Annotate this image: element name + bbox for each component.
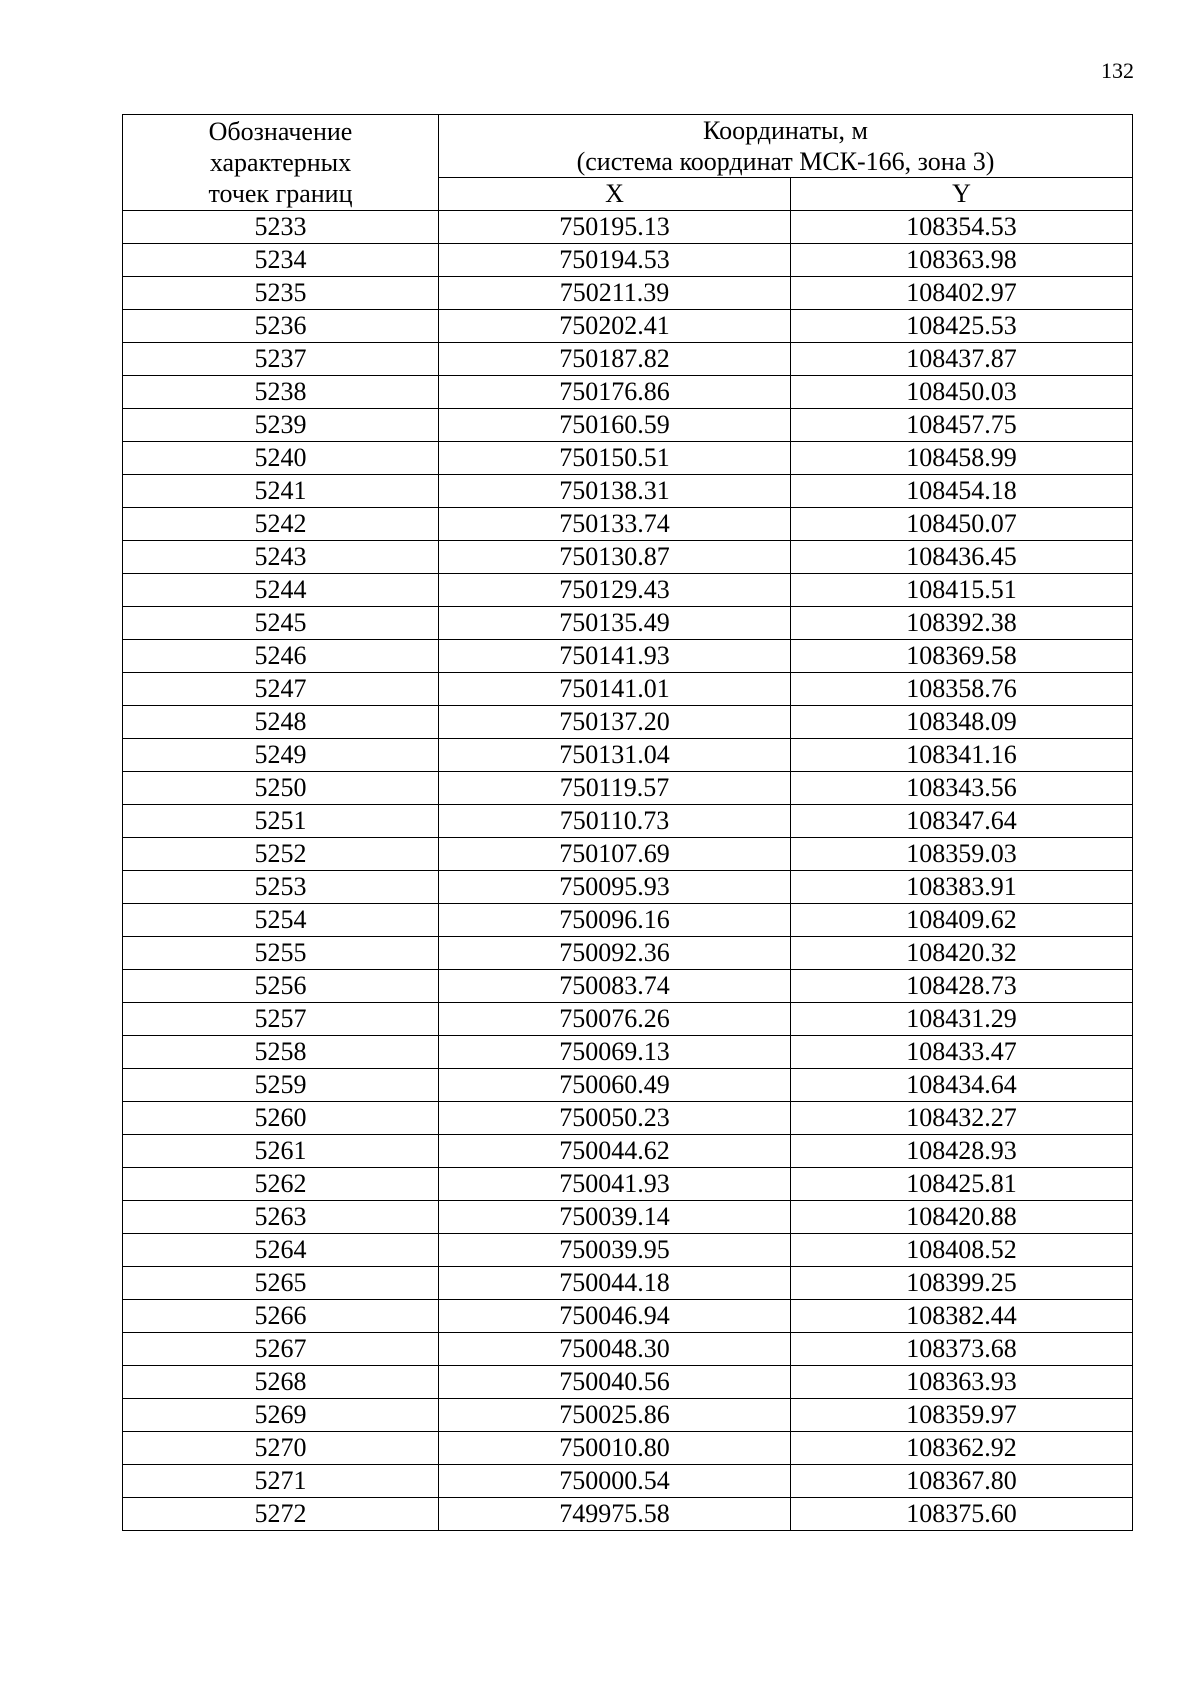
y-coordinate-cell: 108425.53 bbox=[791, 310, 1133, 343]
table-row bbox=[123, 409, 1133, 442]
y-coordinate-cell: 108437.87 bbox=[791, 343, 1133, 376]
table-row bbox=[123, 673, 1133, 706]
point-cell: 5258 bbox=[123, 1036, 439, 1069]
x-column-header: X bbox=[439, 178, 791, 211]
table-row bbox=[123, 1300, 1133, 1333]
x-coordinate-cell: 750160.59 bbox=[439, 409, 791, 442]
y-coordinate-cell: 108420.88 bbox=[791, 1201, 1133, 1234]
point-cell: 5243 bbox=[123, 541, 439, 574]
y-coordinate-cell: 108433.47 bbox=[791, 1036, 1133, 1069]
point-cell: 5248 bbox=[123, 706, 439, 739]
table-row bbox=[123, 1069, 1133, 1102]
point-cell: 5266 bbox=[123, 1300, 439, 1333]
y-coordinate-cell: 108454.18 bbox=[791, 475, 1133, 508]
table-row bbox=[123, 1333, 1133, 1366]
point-cell: 5254 bbox=[123, 904, 439, 937]
x-coordinate-cell: 750044.18 bbox=[439, 1267, 791, 1300]
y-coordinate-cell: 108367.80 bbox=[791, 1465, 1133, 1498]
table-row bbox=[123, 937, 1133, 970]
table-body bbox=[123, 211, 1133, 1531]
y-coordinate-cell: 108402.97 bbox=[791, 277, 1133, 310]
table-header-row bbox=[123, 115, 1133, 178]
y-coordinate-cell: 108341.16 bbox=[791, 739, 1133, 772]
x-coordinate-cell: 750041.93 bbox=[439, 1168, 791, 1201]
y-coordinate-cell: 108431.29 bbox=[791, 1003, 1133, 1036]
x-coordinate-cell: 750202.41 bbox=[439, 310, 791, 343]
y-coordinate-cell: 108458.99 bbox=[791, 442, 1133, 475]
table-row bbox=[123, 1498, 1133, 1531]
point-cell: 5235 bbox=[123, 277, 439, 310]
y-coordinate-cell: 108450.03 bbox=[791, 376, 1133, 409]
point-cell: 5234 bbox=[123, 244, 439, 277]
x-coordinate-cell: 750131.04 bbox=[439, 739, 791, 772]
y-coordinate-cell: 108383.91 bbox=[791, 871, 1133, 904]
x-coordinate-cell: 750083.74 bbox=[439, 970, 791, 1003]
x-coordinate-cell: 750176.86 bbox=[439, 376, 791, 409]
y-coordinate-cell: 108382.44 bbox=[791, 1300, 1133, 1333]
point-cell: 5271 bbox=[123, 1465, 439, 1498]
designation-header-line: точек границ bbox=[208, 179, 353, 208]
coordinates-header-line: Координаты, м bbox=[703, 116, 868, 145]
table-row bbox=[123, 1003, 1133, 1036]
point-cell: 5272 bbox=[123, 1498, 439, 1531]
point-cell: 5267 bbox=[123, 1333, 439, 1366]
point-cell: 5236 bbox=[123, 310, 439, 343]
point-cell: 5237 bbox=[123, 343, 439, 376]
x-coordinate-cell: 750040.56 bbox=[439, 1366, 791, 1399]
x-coordinate-cell: 750138.31 bbox=[439, 475, 791, 508]
table-row bbox=[123, 1036, 1133, 1069]
table-row bbox=[123, 1102, 1133, 1135]
y-coordinate-cell: 108347.64 bbox=[791, 805, 1133, 838]
y-column-header: Y bbox=[791, 178, 1133, 211]
y-coordinate-cell: 108428.93 bbox=[791, 1135, 1133, 1168]
x-coordinate-cell: 750130.87 bbox=[439, 541, 791, 574]
x-coordinate-cell: 750194.53 bbox=[439, 244, 791, 277]
table-row bbox=[123, 1432, 1133, 1465]
table-row bbox=[123, 640, 1133, 673]
x-coordinate-cell: 749975.58 bbox=[439, 1498, 791, 1531]
table-row bbox=[123, 1168, 1133, 1201]
table-row bbox=[123, 244, 1133, 277]
x-coordinate-cell: 750048.30 bbox=[439, 1333, 791, 1366]
x-coordinate-cell: 750046.94 bbox=[439, 1300, 791, 1333]
table-row bbox=[123, 1465, 1133, 1498]
table-row bbox=[123, 310, 1133, 343]
y-coordinate-cell: 108363.93 bbox=[791, 1366, 1133, 1399]
x-coordinate-cell: 750129.43 bbox=[439, 574, 791, 607]
x-coordinate-cell: 750010.80 bbox=[439, 1432, 791, 1465]
coordinates-table bbox=[122, 114, 1133, 1531]
table-row bbox=[123, 1366, 1133, 1399]
x-coordinate-cell: 750039.95 bbox=[439, 1234, 791, 1267]
table-row bbox=[123, 739, 1133, 772]
y-coordinate-cell: 108457.75 bbox=[791, 409, 1133, 442]
x-coordinate-cell: 750187.82 bbox=[439, 343, 791, 376]
page-number: 132 bbox=[1101, 58, 1134, 83]
table-row bbox=[123, 706, 1133, 739]
point-cell: 5245 bbox=[123, 607, 439, 640]
y-coordinate-cell: 108420.32 bbox=[791, 937, 1133, 970]
point-cell: 5265 bbox=[123, 1267, 439, 1300]
y-coordinate-cell: 108362.92 bbox=[791, 1432, 1133, 1465]
x-coordinate-cell: 750133.74 bbox=[439, 508, 791, 541]
table-row bbox=[123, 376, 1133, 409]
point-cell: 5253 bbox=[123, 871, 439, 904]
designation-header-line: Обозначение bbox=[208, 117, 353, 146]
x-coordinate-cell: 750092.36 bbox=[439, 937, 791, 970]
point-cell: 5259 bbox=[123, 1069, 439, 1102]
table-row bbox=[123, 607, 1133, 640]
y-coordinate-cell: 108375.60 bbox=[791, 1498, 1133, 1531]
designation-header-line: характерных bbox=[209, 148, 352, 177]
y-coordinate-cell: 108359.97 bbox=[791, 1399, 1133, 1432]
x-coordinate-cell: 750025.86 bbox=[439, 1399, 791, 1432]
point-cell: 5263 bbox=[123, 1201, 439, 1234]
x-coordinate-cell: 750050.23 bbox=[439, 1102, 791, 1135]
point-cell: 5264 bbox=[123, 1234, 439, 1267]
x-coordinate-cell: 750076.26 bbox=[439, 1003, 791, 1036]
point-cell: 5261 bbox=[123, 1135, 439, 1168]
point-cell: 5256 bbox=[123, 970, 439, 1003]
table-row bbox=[123, 970, 1133, 1003]
table-row bbox=[123, 1201, 1133, 1234]
y-coordinate-cell: 108348.09 bbox=[791, 706, 1133, 739]
table-row bbox=[123, 277, 1133, 310]
x-coordinate-cell: 750150.51 bbox=[439, 442, 791, 475]
table-row bbox=[123, 574, 1133, 607]
y-coordinate-cell: 108363.98 bbox=[791, 244, 1133, 277]
table-row bbox=[123, 1267, 1133, 1300]
table-row bbox=[123, 343, 1133, 376]
point-cell: 5260 bbox=[123, 1102, 439, 1135]
x-coordinate-cell: 750096.16 bbox=[439, 904, 791, 937]
point-cell: 5250 bbox=[123, 772, 439, 805]
point-cell: 5238 bbox=[123, 376, 439, 409]
table-row bbox=[123, 1234, 1133, 1267]
point-cell: 5252 bbox=[123, 838, 439, 871]
y-coordinate-cell: 108392.38 bbox=[791, 607, 1133, 640]
point-cell: 5239 bbox=[123, 409, 439, 442]
x-coordinate-cell: 750110.73 bbox=[439, 805, 791, 838]
table-row bbox=[123, 1135, 1133, 1168]
table-row bbox=[123, 442, 1133, 475]
y-coordinate-cell: 108409.62 bbox=[791, 904, 1133, 937]
point-cell: 5251 bbox=[123, 805, 439, 838]
point-cell: 5249 bbox=[123, 739, 439, 772]
point-cell: 5233 bbox=[123, 211, 439, 244]
x-coordinate-cell: 750060.49 bbox=[439, 1069, 791, 1102]
coordinates-header bbox=[439, 115, 1133, 178]
point-cell: 5246 bbox=[123, 640, 439, 673]
x-coordinate-cell: 750141.01 bbox=[439, 673, 791, 706]
designation-header bbox=[123, 115, 439, 211]
point-cell: 5270 bbox=[123, 1432, 439, 1465]
x-coordinate-cell: 750135.49 bbox=[439, 607, 791, 640]
x-coordinate-cell: 750069.13 bbox=[439, 1036, 791, 1069]
y-coordinate-cell: 108432.27 bbox=[791, 1102, 1133, 1135]
table-row bbox=[123, 541, 1133, 574]
y-coordinate-cell: 108373.68 bbox=[791, 1333, 1133, 1366]
point-cell: 5257 bbox=[123, 1003, 439, 1036]
point-cell: 5240 bbox=[123, 442, 439, 475]
point-cell: 5268 bbox=[123, 1366, 439, 1399]
y-coordinate-cell: 108428.73 bbox=[791, 970, 1133, 1003]
x-coordinate-cell: 750195.13 bbox=[439, 211, 791, 244]
table-row bbox=[123, 1399, 1133, 1432]
x-coordinate-cell: 750000.54 bbox=[439, 1465, 791, 1498]
point-cell: 5269 bbox=[123, 1399, 439, 1432]
x-coordinate-cell: 750107.69 bbox=[439, 838, 791, 871]
x-coordinate-cell: 750119.57 bbox=[439, 772, 791, 805]
x-coordinate-cell: 750095.93 bbox=[439, 871, 791, 904]
y-coordinate-cell: 108354.53 bbox=[791, 211, 1133, 244]
y-coordinate-cell: 108408.52 bbox=[791, 1234, 1133, 1267]
table-row bbox=[123, 838, 1133, 871]
y-coordinate-cell: 108343.56 bbox=[791, 772, 1133, 805]
x-coordinate-cell: 750039.14 bbox=[439, 1201, 791, 1234]
x-coordinate-cell: 750141.93 bbox=[439, 640, 791, 673]
x-coordinate-cell: 750211.39 bbox=[439, 277, 791, 310]
y-coordinate-cell: 108399.25 bbox=[791, 1267, 1133, 1300]
x-coordinate-cell: 750137.20 bbox=[439, 706, 791, 739]
table-row bbox=[123, 475, 1133, 508]
table-row bbox=[123, 871, 1133, 904]
point-cell: 5262 bbox=[123, 1168, 439, 1201]
table-row bbox=[123, 805, 1133, 838]
point-cell: 5244 bbox=[123, 574, 439, 607]
table-row bbox=[123, 904, 1133, 937]
point-cell: 5247 bbox=[123, 673, 439, 706]
y-coordinate-cell: 108369.58 bbox=[791, 640, 1133, 673]
y-coordinate-cell: 108425.81 bbox=[791, 1168, 1133, 1201]
y-coordinate-cell: 108359.03 bbox=[791, 838, 1133, 871]
point-cell: 5241 bbox=[123, 475, 439, 508]
y-coordinate-cell: 108358.76 bbox=[791, 673, 1133, 706]
table-row bbox=[123, 508, 1133, 541]
table-row bbox=[123, 211, 1133, 244]
table-row bbox=[123, 772, 1133, 805]
y-coordinate-cell: 108434.64 bbox=[791, 1069, 1133, 1102]
point-cell: 5242 bbox=[123, 508, 439, 541]
coordinates-header-line: (система координат МСК-166, зона 3) bbox=[576, 147, 995, 176]
x-coordinate-cell: 750044.62 bbox=[439, 1135, 791, 1168]
y-coordinate-cell: 108450.07 bbox=[791, 508, 1133, 541]
point-cell: 5255 bbox=[123, 937, 439, 970]
y-coordinate-cell: 108436.45 bbox=[791, 541, 1133, 574]
y-coordinate-cell: 108415.51 bbox=[791, 574, 1133, 607]
